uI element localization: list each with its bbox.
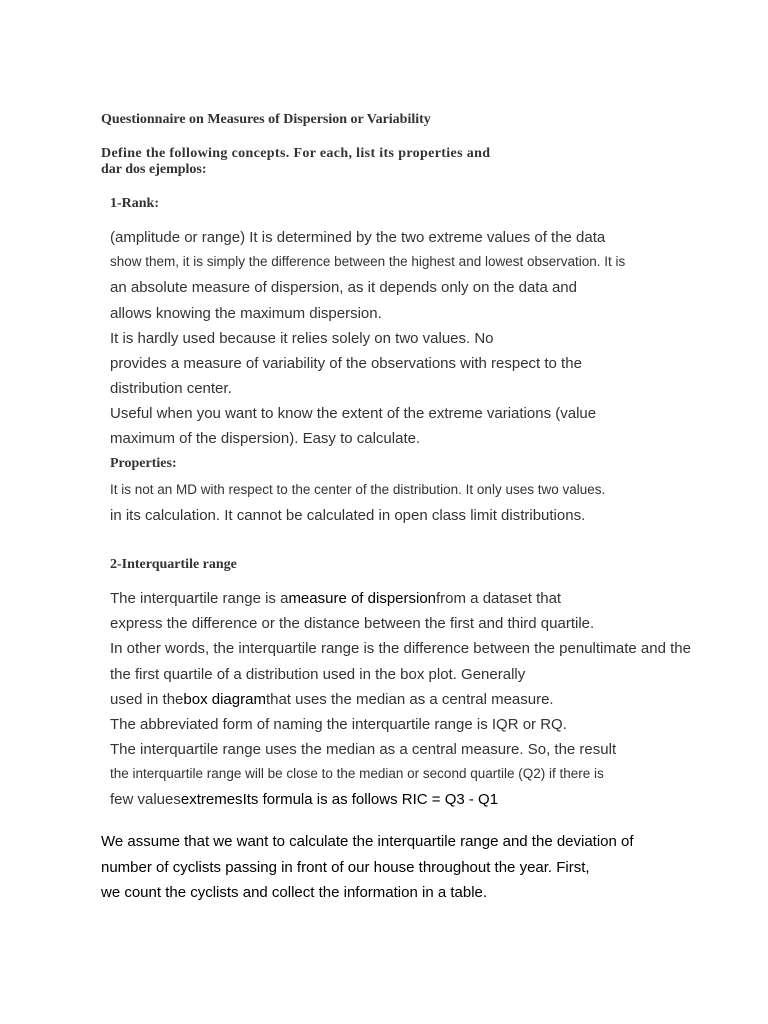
- paragraph-line: the interquartile range will be close to the median or second quartile (Q2) if there is: [110, 766, 604, 781]
- paragraph-line: The abbreviated form of naming the interquartile range is IQR or RQ.: [110, 716, 567, 733]
- paragraph-line: In other words, the interquartile range is the difference between the penultimate and the: [110, 640, 691, 657]
- paragraph-line: provides a measure of variability of the observations with respect to the: [110, 355, 582, 372]
- paragraph-line: [110, 692, 554, 707]
- section-heading-interquartile: 2-Interquartile range: [110, 557, 237, 572]
- link-measure-of-dispersion[interactable]: measure of dispersion: [288, 590, 437, 607]
- closing-line: we count the cyclists and collect the information in a table.: [101, 884, 488, 901]
- instruction-line: dar dos ejemplos:: [101, 162, 207, 177]
- paragraph-line: show them, it is simply the difference between the highest and lowest observation. It is: [110, 254, 626, 269]
- document-title: Questionnaire on Measures of Dispersion or Variability: [101, 112, 431, 127]
- paragraph-line: Useful when you want to know the extent of the extreme variations (value: [110, 405, 597, 422]
- paragraph-line: [110, 591, 561, 606]
- paragraph-line: The interquartile range uses the median as a central measure. So, the result: [110, 741, 617, 758]
- paragraph-line: [110, 792, 498, 807]
- paragraph-line: allows knowing the maximum dispersion.: [110, 305, 382, 322]
- paragraph-line: the first quartile of a distribution used in the box plot. Generally: [110, 666, 526, 683]
- paragraph-line: express the difference or the distance between the first and third quartile.: [110, 615, 595, 632]
- closing-line: We assume that we want to calculate the interquartile range and the deviation of: [101, 833, 634, 850]
- properties-line: in its calculation. It cannot be calculated in open class limit distributions.: [110, 507, 586, 524]
- link-box-diagram[interactable]: box diagram: [183, 691, 266, 708]
- formula-text: Its formula is as follows RIC = Q3 - Q1: [242, 791, 499, 808]
- section-heading-rank: 1-Rank:: [110, 196, 160, 211]
- link-extremes[interactable]: extremes: [180, 791, 243, 808]
- text-span: The interquartile range is a: [110, 590, 289, 607]
- text-span: used in the: [110, 691, 184, 708]
- closing-line: number of cyclists passing in front of our house throughout the year. First,: [101, 859, 590, 876]
- text-span: few values: [110, 791, 181, 808]
- instruction-line: Define the following concepts. For each, list its properties and: [101, 146, 491, 161]
- paragraph-line: an absolute measure of dispersion, as it depends only on the data and: [110, 279, 577, 296]
- paragraph-line: distribution center.: [110, 380, 232, 397]
- properties-heading: Properties:: [110, 456, 177, 471]
- paragraph-line: maximum of the dispersion). Easy to calculate.: [110, 430, 421, 447]
- properties-line: It is not an MD with respect to the center of the distribution. It only uses two values.: [110, 482, 606, 497]
- paragraph-line: (amplitude or range) It is determined by the two extreme values of the data: [110, 229, 606, 246]
- text-span: that uses the median as a central measure.: [265, 691, 554, 708]
- paragraph-line: It is hardly used because it relies solely on two values. No: [110, 330, 494, 347]
- text-span: from a dataset that: [436, 590, 562, 607]
